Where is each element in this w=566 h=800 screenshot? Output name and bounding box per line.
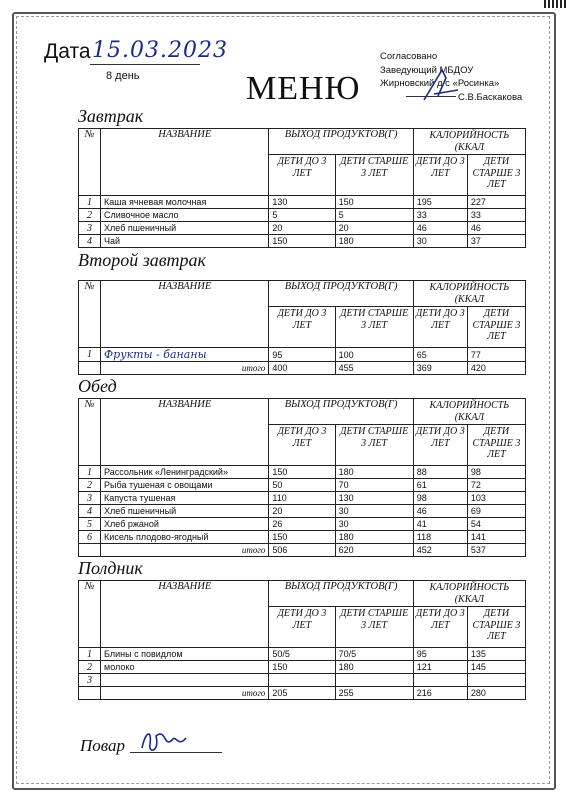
row-number: 2 [79, 479, 101, 492]
calories-over3: 103 [467, 492, 525, 505]
dish-name: Чай [101, 235, 269, 248]
column-calories-under3: ДЕТИ ДО 3 ЛЕТ [413, 155, 467, 196]
row-number: 5 [79, 518, 101, 531]
output-under3: 150 [269, 531, 335, 544]
date-underline [90, 64, 200, 65]
output-over3: 150 [335, 196, 413, 209]
table-row [79, 222, 526, 235]
table-row [79, 505, 526, 518]
column-output-over3: ДЕТИ СТАРШЕ 3 ЛЕТ [335, 307, 413, 348]
column-calories-over3: ДЕТИ СТАРШЕ 3 ЛЕТ [467, 425, 525, 466]
table-row [79, 479, 526, 492]
total-value: 620 [335, 544, 413, 557]
table-header-row [79, 281, 526, 307]
output-under3: 110 [269, 492, 335, 505]
output-over3: 180 [335, 661, 413, 674]
total-value: 452 [413, 544, 467, 557]
column-name: НАЗВАНИЕ [101, 281, 269, 348]
menu-table [78, 580, 526, 700]
calories-over3: 227 [467, 196, 525, 209]
row-number: 4 [79, 235, 101, 248]
calories-over3: 72 [467, 479, 525, 492]
calories-under3: 30 [413, 235, 467, 248]
column-calories-under3: ДЕТИ ДО 3 ЛЕТ [413, 425, 467, 466]
column-no: № [79, 581, 101, 648]
calories-over3: 54 [467, 518, 525, 531]
total-value: 255 [335, 687, 413, 700]
column-output-over3: ДЕТИ СТАРШЕ 3 ЛЕТ [335, 607, 413, 648]
dish-name: Хлеб пшеничный [101, 505, 269, 518]
date-label: Дата [44, 40, 91, 63]
day-number: 8 день [106, 70, 140, 82]
calories-over3: 141 [467, 531, 525, 544]
row-number: 2 [79, 209, 101, 222]
row-number: 2 [79, 661, 101, 674]
dish-name: Хлеб ржаной [101, 518, 269, 531]
column-calories: КАЛОРИЙНОСТЬ (ККАЛ [413, 281, 525, 307]
column-calories-over3: ДЕТИ СТАРШЕ 3 ЛЕТ [467, 155, 525, 196]
output-over3: 70/5 [335, 648, 413, 661]
output-over3: 30 [335, 505, 413, 518]
column-calories-under3: ДЕТИ ДО 3 ЛЕТ [413, 607, 467, 648]
table-row [79, 466, 526, 479]
table-row [79, 196, 526, 209]
output-under3: 150 [269, 235, 335, 248]
dish-name: Фрукты - бананы [101, 348, 269, 362]
output-over3: 130 [335, 492, 413, 505]
table-row [79, 492, 526, 505]
dish-name: Блины с повидлом [101, 648, 269, 661]
column-calories: КАЛОРИЙНОСТЬ (ККАЛ [413, 581, 525, 607]
column-output-over3: ДЕТИ СТАРШЕ 3 ЛЕТ [335, 425, 413, 466]
column-output-under3: ДЕТИ ДО 3 ЛЕТ [269, 607, 335, 648]
calories-under3: 118 [413, 531, 467, 544]
total-value: 420 [467, 362, 525, 375]
approval-line: Заведующий МБДОУ [380, 64, 474, 76]
total-label: итого [101, 687, 269, 700]
row-number: 6 [79, 531, 101, 544]
output-over3 [335, 674, 413, 687]
section-title: Полдник [78, 558, 143, 578]
column-output-under3: ДЕТИ ДО 3 ЛЕТ [269, 307, 335, 348]
total-value: 400 [269, 362, 335, 375]
dish-name: Рассольник «Ленинградский» [101, 466, 269, 479]
column-calories-over3: ДЕТИ СТАРШЕ 3 ЛЕТ [467, 607, 525, 648]
column-output: ВЫХОД ПРОДУКТОВ(Г) [269, 281, 413, 307]
output-under3: 50/5 [269, 648, 335, 661]
column-calories-under3: ДЕТИ ДО 3 ЛЕТ [413, 307, 467, 348]
calories-under3: 98 [413, 492, 467, 505]
output-under3: 95 [269, 348, 335, 362]
dish-name: Кисель плодово-ягодный [101, 531, 269, 544]
menu-table [78, 398, 526, 557]
column-no: № [79, 129, 101, 196]
total-value: 280 [467, 687, 525, 700]
calories-over3 [467, 674, 525, 687]
calories-over3: 98 [467, 466, 525, 479]
column-name: НАЗВАНИЕ [101, 129, 269, 196]
output-under3: 20 [269, 505, 335, 518]
output-over3: 100 [335, 348, 413, 362]
table-row [79, 348, 526, 362]
row-number: 1 [79, 348, 101, 362]
column-output-under3: ДЕТИ ДО 3 ЛЕТ [269, 155, 335, 196]
table-row [79, 674, 526, 687]
column-output-under3: ДЕТИ ДО 3 ЛЕТ [269, 425, 335, 466]
calories-under3: 65 [413, 348, 467, 362]
total-row [79, 687, 526, 700]
row-number: 3 [79, 222, 101, 235]
table-row [79, 235, 526, 248]
approval-line: Жирновский д/с «Росинка» [380, 78, 500, 89]
output-over3: 180 [335, 235, 413, 248]
column-output: ВЫХОД ПРОДУКТОВ(Г) [269, 581, 413, 607]
output-under3: 130 [269, 196, 335, 209]
column-name: НАЗВАНИЕ [101, 581, 269, 648]
calories-over3: 46 [467, 222, 525, 235]
dish-name: Сливочное масло [101, 209, 269, 222]
calories-over3: 69 [467, 505, 525, 518]
output-under3: 150 [269, 466, 335, 479]
section-title: Завтрак [78, 106, 144, 126]
menu-table [78, 128, 526, 248]
dish-name: Хлеб пшеничный [101, 222, 269, 235]
dish-name [101, 674, 269, 687]
table-row [79, 648, 526, 661]
section-title: Обед [78, 376, 117, 396]
total-value: 205 [269, 687, 335, 700]
calories-under3: 33 [413, 209, 467, 222]
output-over3: 70 [335, 479, 413, 492]
calories-over3: 37 [467, 235, 525, 248]
menu-table [78, 280, 526, 375]
calories-under3: 95 [413, 648, 467, 661]
cook-label: Повар [80, 736, 126, 755]
column-calories: КАЛОРИЙНОСТЬ (ККАЛ [413, 129, 525, 155]
output-under3: 5 [269, 209, 335, 222]
table-header-row [79, 399, 526, 425]
calories-under3: 61 [413, 479, 467, 492]
date-value: 15.03.2023 [92, 38, 228, 63]
table-header-row [79, 129, 526, 155]
output-over3: 30 [335, 518, 413, 531]
table-row [79, 661, 526, 674]
calories-under3: 195 [413, 196, 467, 209]
table-row [79, 531, 526, 544]
approval-signature [420, 64, 460, 104]
table-row [79, 209, 526, 222]
scan-edge-mark [544, 0, 566, 8]
approval-line: Согласовано [380, 51, 438, 62]
total-value: 369 [413, 362, 467, 375]
total-value: 537 [467, 544, 525, 557]
row-number: 1 [79, 466, 101, 479]
total-row [79, 544, 526, 557]
calories-under3: 88 [413, 466, 467, 479]
calories-over3: 77 [467, 348, 525, 362]
row-number: 1 [79, 648, 101, 661]
total-value: 216 [413, 687, 467, 700]
column-calories: КАЛОРИЙНОСТЬ (ККАЛ [413, 399, 525, 425]
calories-under3 [413, 674, 467, 687]
total-row [79, 362, 526, 375]
column-no: № [79, 281, 101, 348]
table-header-row [79, 581, 526, 607]
column-output: ВЫХОД ПРОДУКТОВ(Г) [269, 399, 413, 425]
column-output: ВЫХОД ПРОДУКТОВ(Г) [269, 129, 413, 155]
total-label: итого [101, 362, 269, 375]
dish-name: Рыба тушеная с овощами [101, 479, 269, 492]
column-no: № [79, 399, 101, 466]
output-under3: 50 [269, 479, 335, 492]
output-under3: 20 [269, 222, 335, 235]
row-number: 3 [79, 674, 101, 687]
output-over3: 180 [335, 531, 413, 544]
column-calories-over3: ДЕТИ СТАРШЕ 3 ЛЕТ [467, 307, 525, 348]
total-value: 455 [335, 362, 413, 375]
output-under3: 150 [269, 661, 335, 674]
row-number: 1 [79, 196, 101, 209]
column-name: НАЗВАНИЕ [101, 399, 269, 466]
calories-under3: 46 [413, 222, 467, 235]
dish-name: Каша ячневая молочная [101, 196, 269, 209]
column-output-over3: ДЕТИ СТАРШЕ 3 ЛЕТ [335, 155, 413, 196]
section-title: Второй завтрак [78, 250, 206, 270]
page-title: МЕНЮ [246, 70, 361, 107]
total-value: 506 [269, 544, 335, 557]
table-row [79, 518, 526, 531]
row-number: 3 [79, 492, 101, 505]
dish-name: Капуста тушеная [101, 492, 269, 505]
calories-over3: 145 [467, 661, 525, 674]
calories-under3: 41 [413, 518, 467, 531]
row-number: 4 [79, 505, 101, 518]
calories-over3: 135 [467, 648, 525, 661]
output-under3: 26 [269, 518, 335, 531]
output-over3: 20 [335, 222, 413, 235]
approval-line: С.В.Баскакова [458, 91, 523, 103]
calories-over3: 33 [467, 209, 525, 222]
output-over3: 180 [335, 466, 413, 479]
output-under3 [269, 674, 335, 687]
calories-under3: 121 [413, 661, 467, 674]
calories-under3: 46 [413, 505, 467, 518]
output-over3: 5 [335, 209, 413, 222]
cook-signature [136, 726, 192, 756]
total-label: итого [101, 544, 269, 557]
dish-name: молоко [101, 661, 269, 674]
